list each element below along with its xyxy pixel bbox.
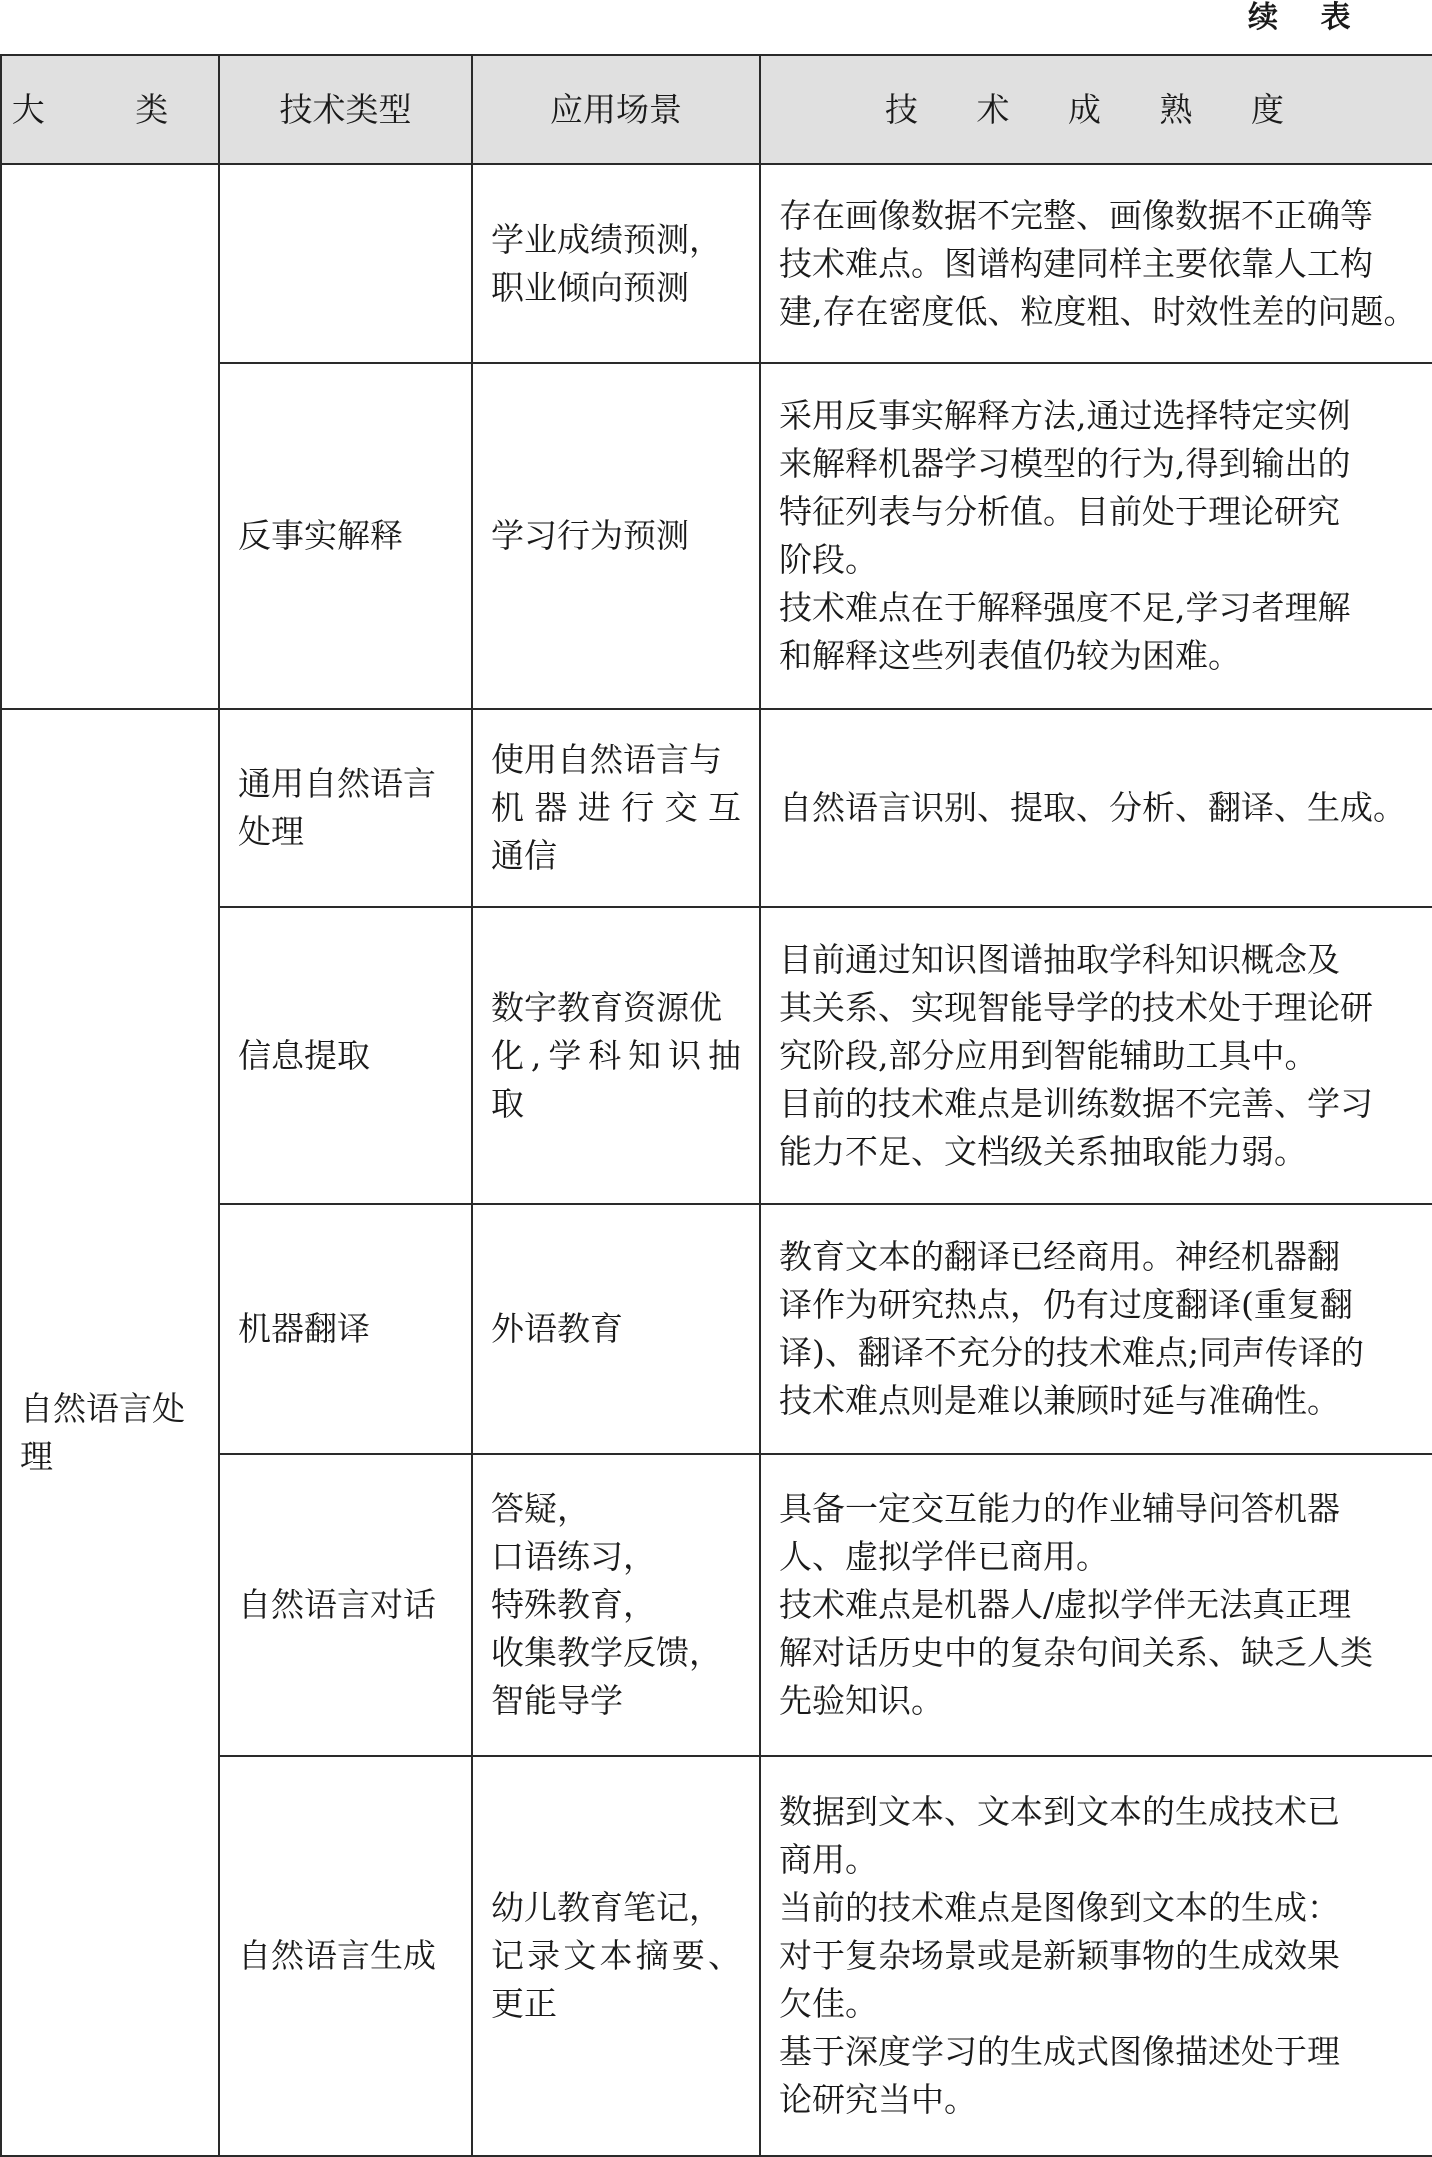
header-tech-type: 技术类型 (219, 55, 472, 164)
tech-type-cell: 自然语言对话 (219, 1454, 472, 1756)
scene-cell: 使用自然语言与 机器进行交互 通信 (472, 709, 760, 907)
header-category: 大 类 (1, 55, 219, 164)
maturity-cell: 具备一定交互能力的作业辅导问答机器 人、虚拟学伴已商用。 技术难点是机器人/虚拟学伴无法真正理 解对话历史中的复杂句间关系、缺乏人类 先验知识。 (760, 1454, 1432, 1756)
scene-cell: 数字教育资源优 化,学科知识抽 取 (472, 907, 760, 1204)
scene-cell: 答疑， 口语练习， 特殊教育， 收集教学反馈， 智能导学 (472, 1454, 760, 1756)
tech-type-cell: 机器翻译 (219, 1204, 472, 1454)
continued-table-label: 续 表 (1248, 0, 1367, 35)
tech-type-cell: 通用自然语言 处理 (219, 709, 472, 907)
header-row (1, 55, 1432, 164)
maturity-cell: 存在画像数据不完整、画像数据不正确等 技术难点。图谱构建同样主要依靠人工构 建,存在密度低、粒度粗、时效性差的问题。 (760, 164, 1432, 363)
maturity-cell: 采用反事实解释方法,通过选择特定实例 来解释机器学习模型的行为,得到输出的 特征列表与分析值。目前处于理论研究 阶段。 技术难点在于解释强度不足,学习者理解 和解释这些列表值仍较为困难。 (760, 363, 1432, 709)
tech-type-cell: 自然语言生成 (219, 1756, 472, 2156)
maturity-cell: 目前通过知识图谱抽取学科知识概念及 其关系、实现智能导学的技术处于理论研 究阶段,部分应用到智能辅助工具中。 目前的技术难点是训练数据不完善、学习 能力不足、文档级关系抽取能力弱。 (760, 907, 1432, 1204)
technology-maturity-table (0, 54, 1432, 2157)
scene-cell: 外语教育 (472, 1204, 760, 1454)
maturity-cell: 自然语言识别、提取、分析、翻译、生成。 (760, 709, 1432, 907)
tech-type-cell: 信息提取 (219, 907, 472, 1204)
tech-type-cell: 反事实解释 (219, 363, 472, 709)
table-row (1, 164, 1432, 363)
header-maturity: 技 术 成 熟 度 (760, 55, 1432, 164)
category-cell-empty (1, 164, 219, 709)
scene-cell: 学习行为预测 (472, 363, 760, 709)
maturity-cell: 教育文本的翻译已经商用。神经机器翻 译作为研究热点，仍有过度翻译(重复翻 译)、翻译不充分的技术难点;同声传译的 技术难点则是难以兼顾时延与准确性。 (760, 1204, 1432, 1454)
category-cell: 自然语言处 理 (1, 709, 219, 2156)
tech-type-cell (219, 164, 472, 363)
scene-cell: 幼儿教育笔记， 记录文本摘要、 更正 (472, 1756, 760, 2156)
scene-cell: 学业成绩预测， 职业倾向预测 (472, 164, 760, 363)
maturity-cell: 数据到文本、文本到文本的生成技术已 商用。 当前的技术难点是图像到文本的生成： 对于复杂场景或是新颖事物的生成效果 欠佳。 基于深度学习的生成式图像描述处于理 论研究当中。 (760, 1756, 1432, 2156)
header-scene: 应用场景 (472, 55, 760, 164)
table-row (1, 709, 1432, 907)
